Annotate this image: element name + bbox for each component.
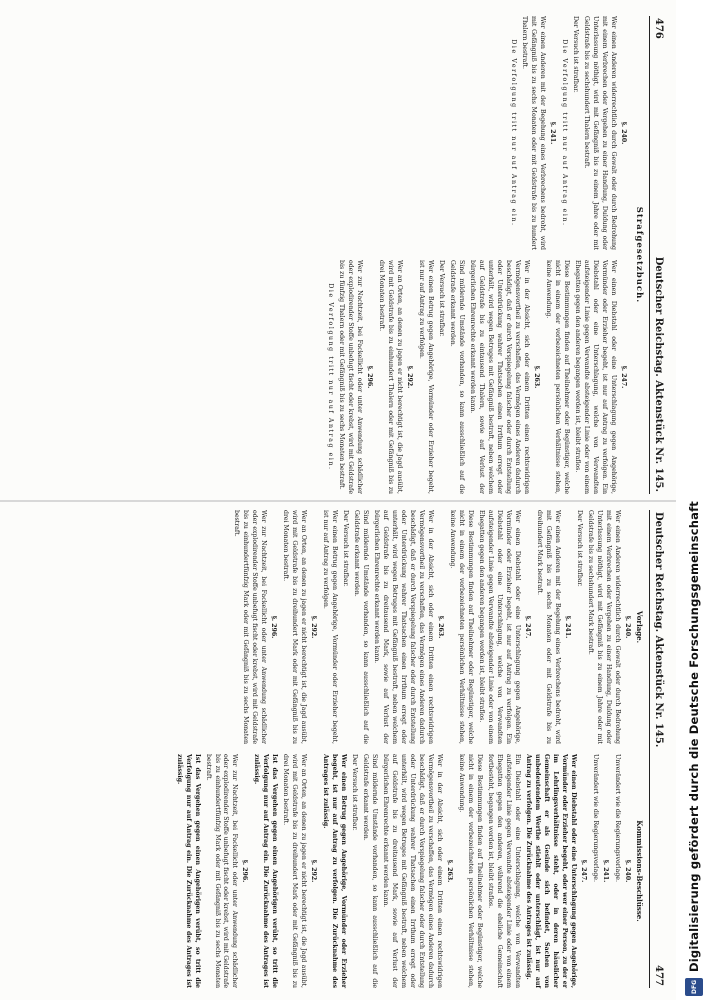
paragraph-number: §. 263. <box>446 859 454 883</box>
left-running-title: Deutscher Reichstag. Aktenstück Nr. 145. <box>653 256 664 492</box>
footer-credit-text: Digitalisierung gefördert durch die Deutsche Forschungsgemeinschaft <box>687 501 701 972</box>
paragraph-text: Wer einen Diebstahl oder eine Unterschlagung gegen Angehörige, Vormünder oder Erzieher begeht, ist nur auf Antrag zu verfolgen. Ein Diebstahl oder eine Unterschlagung, welche von Verwandten aufsteigender Linie gegen Verwandte absteigender Linie oder von einem Ehegatten gegen den anderen begangen worden ist, bleibt straflos. <box>574 260 618 494</box>
paragraph-number: §. 247. <box>524 615 532 639</box>
paragraph-text: Wer zur Nachtzeit, bei Fackellicht oder unter Anwendung schädlicher oder explodirender Stoffe unbefugt fischt oder krebst, wird mit Geldstrafe bis zu einhundertfünfzig Mark oder mit Gefängniß bis zu sechs Monaten bestraft. <box>233 510 268 744</box>
vorlage-body <box>232 510 631 744</box>
paragraph-number: §. 247. <box>620 365 627 389</box>
paragraph-text: Der Versuch ist strafbar. <box>342 510 350 587</box>
paragraph-text: Wer an Orten, an denen zu jagen er nicht berechtigt ist, die Jagd ausübt, wird mit Geldstrafe bis zu einhundert Thalern oder mit Gefängniß bis zu drei Monaten bestraft. <box>378 260 404 494</box>
right-running-head <box>649 510 664 988</box>
paragraph-text: Ist das Vergehen gegen einen Angehörigen verübt, so tritt die Verfolgung nur auf Antrag ein. Die Zurücknahme des Antrages ist zulässig. <box>253 754 279 988</box>
paragraph-text: Wer einen Anderen mit der Begehung eines Verbrechens bedroht, wird mit Gefängniß bis zu sechs Monaten oder mit Geldstrafe bis zu dreihundert Mark bestraft. <box>536 510 561 744</box>
right-running-title: Deutscher Reichstag. Aktenstück Nr. 145. <box>653 512 664 748</box>
paragraph-number: §. 263. <box>533 365 541 389</box>
paragraph-number: §. 292. <box>310 859 318 883</box>
paragraph-number: §. 240. <box>620 121 627 145</box>
paragraph-text: Der Versuch ist strafbar. <box>351 754 359 831</box>
paragraph-text: Die Verfolgung tritt nur auf Antrag ein. <box>561 39 569 227</box>
paragraph-text: Wer an Orten, an denen zu jagen er nicht berechtigt ist, die Jagd ausübt, wird mit Geldstrafe bis zu dreihundert Mark oder mit Gefängniß bis zu drei Monaten bestraft. <box>282 510 308 744</box>
paragraph-number: §. 296. <box>366 365 374 389</box>
left-column-2 <box>323 260 630 494</box>
left-page <box>14 16 664 494</box>
digitization-footer <box>683 4 705 996</box>
left-section-title: Strafgesetzbuch. <box>634 206 644 304</box>
paragraph-text: Wer einen Betrug gegen Angehörige, Vormünder oder Erzieher begeht, ist nur auf Antrag zu verfolgen. <box>418 260 435 494</box>
paragraph-number: §. 263. <box>437 615 445 639</box>
paragraph-text: Der Versuch ist strafbar. <box>438 260 446 337</box>
vorlage-heading: Vorlage. <box>635 610 644 644</box>
paragraph-text: Wer zur Nachtzeit, bei Fackellicht oder unter Anwendung schädlicher oder explodirender Stoffe unbefugt fischt oder krebst, wird mit Geldstrafe bis zu fünfzig Thalern oder mit Gefängniß bis zu sechs Monaten bestraft. <box>338 260 364 494</box>
paragraph-text: Wer einen Diebstahl oder eine Unterschlagung gegen Angehörige, Vormünder oder Erzieher begeht, ist nur auf Antrag zu verfolgen. Ein Diebstahl oder eine Unterschlagung, welche von Verwandten aufsteigender Linie gegen Verwandte absteigender Linie oder von einem Ehegatten gegen den anderen begangen worden ist, bleibt straflos. <box>478 510 522 744</box>
kommission-heading: Kommissions-Beschlüsse. <box>635 820 644 922</box>
right-column-kommission <box>172 754 644 988</box>
paragraph-text: Unverändert wie die Regierungsvorlage. <box>591 754 599 882</box>
paragraph-text: Wer einen Betrug gegen Angehörige, Vormünder oder Erzieher begeht, ist nur auf Antrag zu verfolgen. Die Zurücknahme des Antrages ist zulässig. <box>322 754 348 988</box>
paragraph-text: Ist das Vergehen gegen einen Angehörigen verübt, so tritt die Verfolgung nur auf Antrag ein. Die Zurücknahme des Antrages ist zulässig. <box>175 754 201 988</box>
right-column-vorlage <box>172 510 644 744</box>
paragraph-number: §. 241. <box>549 121 557 145</box>
paragraph-text: Wer einen Diebstahl oder eine Unterschlagung gegen Angehörige, Vormünder oder Erzieher begeht, oder wer einer Person, zu der er im Lehrlingsverhältnisse steht, oder in deren häuslicher Gemeinschaft er als Gesinde sich befindet, Sachen von unbedeutendem Werthe stiehlt oder unterschlägt, ist nur auf Antrag zu verfolgen. Die Zurücknahme des Antrages ist zulässig. <box>525 754 577 988</box>
paragraph-text: Ein Diebstahl oder eine Unterschlagung, welche von Verwandten aufsteigender Linie gegen Verwandte absteigender Linie oder von einem Ehegatten gegen den anderen, während die eheliche Gemeinschaft fortbesteht, begangen worden ist, bleibt straflos. <box>487 754 522 988</box>
paragraph-text: Diese Bestimmungen finden auf Theilnehmer oder Begünstiger, welche nicht in einem der vorbezeichneten persönlichen Verhältnisse stehen, keine Anwendung. <box>458 754 484 988</box>
paragraph-text: Der Versuch ist strafbar. <box>572 16 580 93</box>
paragraph-text: Die Verfolgung tritt nur auf Antrag ein. <box>510 39 518 227</box>
right-page <box>14 510 664 988</box>
paragraph-text: Wer in der Absicht, sich oder einem Dritten einen rechtswidrigen Vermögensvortheil zu verschaffen, das Vermögen eines Anderen dadurch beschädigt, daß er durch Vorspiegelung falscher oder durch Entstellung oder Unterdrückung wahrer Thatsachen einen Irrthum erregt oder unterhält, wird wegen Betruges mit Gefängniß bestraft, neben welchem auf Geldstrafe bis zu dreitausend Mark, sowie auf Verlust der bürgerlichen Ehrenrechte erkannt werden kann. <box>382 754 444 988</box>
paragraph-number: §. 296. <box>270 615 278 639</box>
paragraph-text: Unverändert wie die Regierungsvorlage. <box>613 754 621 882</box>
paragraph-text: Sind mildernde Umstände vorhanden, so kann ausschließlich auf die Geldstrafe erkannt werden. <box>449 260 466 494</box>
paragraph-text: Wer in der Absicht, sich oder einem Dritten einen rechtswidrigen Vermögensvortheil zu verschaffen, das Vermögen eines Anderen dadurch beschädigt, daß er durch Vorspiegelung falscher oder durch Entstellung oder Unterdrückung wahrer Thatsachen einen Irrthum erregt oder unterhält, wird wegen Betruges mit Gefängniß bestraft, neben welchem auf Geldstrafe bis zu eintausend Thalern, sowie auf Verlust der bürgerlichen Ehrenrechte erkannt werden kann. <box>469 260 531 494</box>
right-page-number: 477 <box>653 965 664 986</box>
paragraph-number: §. 241. <box>563 615 571 639</box>
dfg-logo: DFG <box>685 978 703 996</box>
paragraph-number: §. 292. <box>406 365 414 389</box>
left-running-head <box>649 16 664 494</box>
paragraph-text: Die Verfolgung tritt nur auf Antrag ein. <box>327 283 335 471</box>
paragraph-number: §. 296. <box>241 859 249 883</box>
paragraph-text: Sind mildernde Umstände vorhanden, so kann ausschließlich auf die Geldstrafe erkannt werden. <box>353 510 370 744</box>
paragraph-text: Wer einen Betrug gegen Angehörige, Vormünder oder Erzieher begeht, ist nur auf Antrag zu verfolgen. <box>322 510 339 744</box>
paragraph-text: Diese Bestimmungen finden auf Theilnehmer oder Begünstiger, welche nicht in einem der vorbezeichneten persönlichen Verhältnisse stehen, keine Anwendung. <box>545 260 571 494</box>
paragraph-number: §. 240. <box>623 615 631 639</box>
paragraph-number: §. 247. <box>579 859 587 883</box>
left-page-number: 476 <box>653 18 664 39</box>
paragraph-text: Sind mildernde Umstände vorhanden, so kann ausschließlich auf die Geldstrafe erkannt werden. <box>362 754 379 988</box>
paragraph-text: Diese Bestimmungen finden auf Theilnehmer oder Begünstiger, welche nicht in einem der vorbezeichneten persönlichen Verhältnisse stehen, keine Anwendung. <box>449 510 475 744</box>
paragraph-text: Wer an Orten, an denen zu jagen er nicht berechtigt ist, die Jagd ausübt, wird mit Geldstrafe bis zu dreihundert Mark oder mit Gefängniß bis zu drei Monaten bestraft. <box>282 754 308 988</box>
paragraph-text: Der Versuch ist strafbar. <box>575 510 583 587</box>
paragraph-text: Wer einen Anderen widerrechtlich durch Gewalt oder durch Bedrohung mit einem Verbrechen oder Vergehen zu einer Handlung, Duldung oder Unterlassung nöthigt, wird mit Gefängniß bis zu einem Jahre oder mit Geldstrafe bis zu sechshundert Thalern bestraft. <box>583 16 618 250</box>
paragraph-number: §. 292. <box>310 615 318 639</box>
paragraph-text: Wer einen Anderen widerrechtlich durch Gewalt oder durch Bedrohung mit einem Verbrechen oder Vergehen zu einer Handlung, Duldung oder Unterlassung nöthigt, wird mit Gefängniß bis zu einem Jahre oder mit Geldstrafe bis zu sechshundert Mark bestraft. <box>586 510 621 744</box>
paragraph-text: Wer einen Anderen mit der Begehung eines Verbrechens bedroht, wird mit Gefängniß bis zu sechs Monaten oder mit Geldstrafe bis zu hundert Thalern bestraft. <box>521 16 547 250</box>
page-spine <box>0 500 676 502</box>
paragraph-number: §. 241. <box>601 859 609 883</box>
paragraph-text: Wer zur Nachtzeit, bei Fackellicht oder unter Anwendung schädlicher oder explodirender Stoffe unbefugt fischt oder krebst, wird mit Geldstrafe bis zu einhundertfünfzig Mark oder mit Gefängniß bis zu sechs Monaten bestraft. <box>204 754 239 988</box>
paragraph-number: §. 240. <box>623 859 631 883</box>
kommission-body <box>174 754 631 988</box>
paragraph-text: Wer in der Absicht, sich oder einem Dritten einen rechtswidrigen Vermögensvortheil zu verschaffen, das Vermögen eines Anderen dadurch beschädigt, daß er durch Vorspiegelung falscher oder durch Entstellung oder Unterdrückung wahrer Thatsachen einen Irrthum erregt oder unterhält, wird wegen Betruges mit Gefängniß bestraft, neben welchem auf Geldstrafe bis zu dreitausend Mark, sowie auf Verlust der bürgerlichen Ehrenrechte erkannt werden kann. <box>373 510 435 744</box>
left-column-1 <box>323 16 630 250</box>
